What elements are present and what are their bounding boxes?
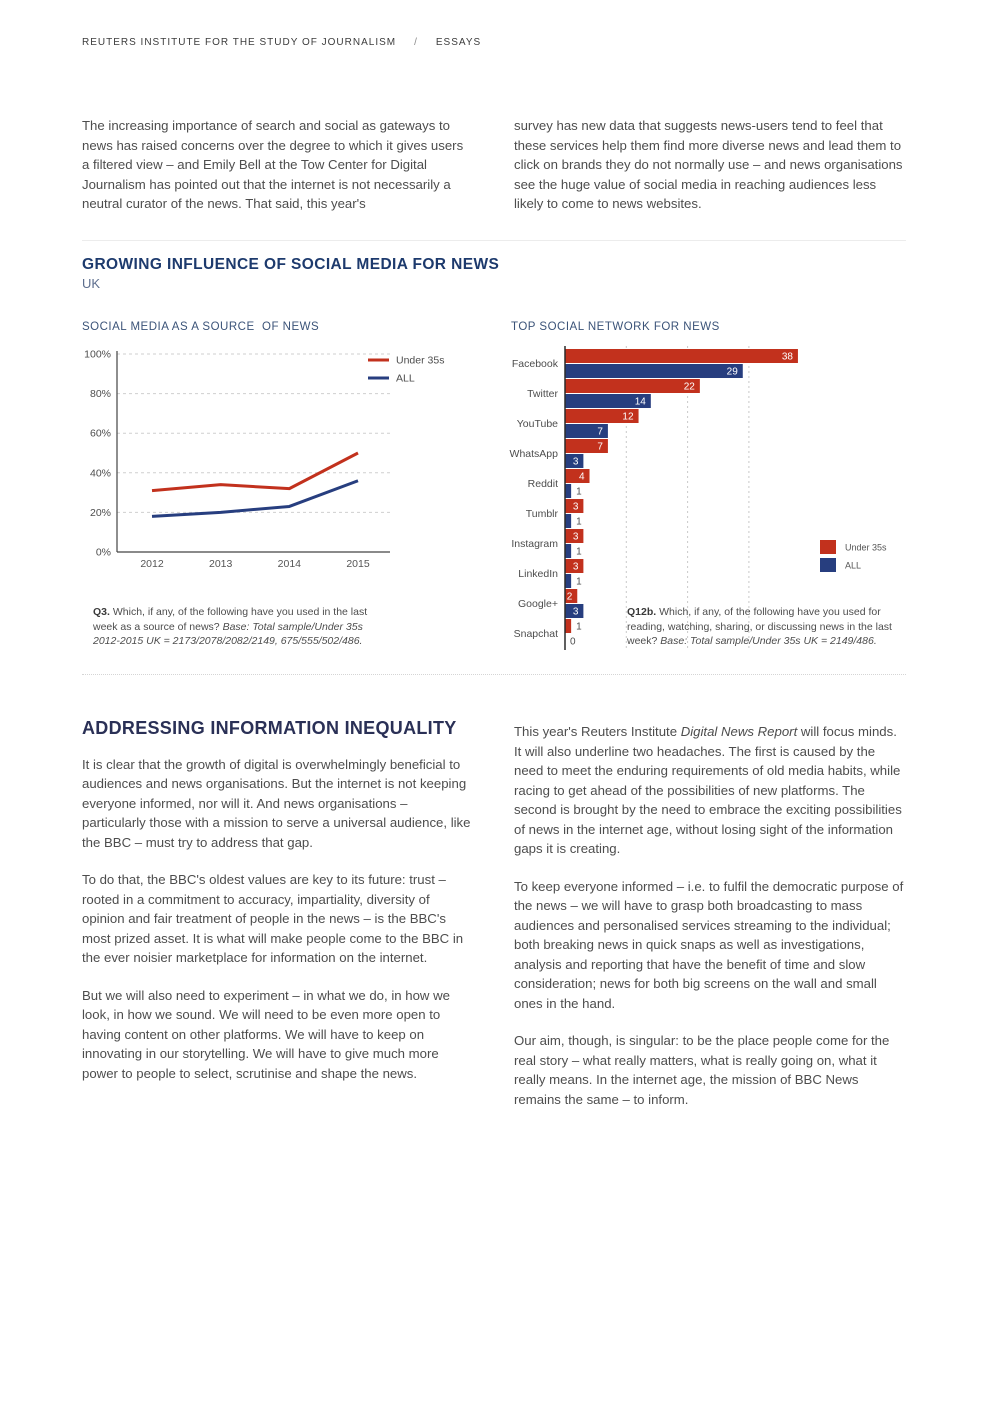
paragraph: This year's Reuters Institute Digital News Report will focus minds. It will also underline two headaches. The first is caused by the need to meet the enduring requirements of old media habits, while racing to get ahead of the possibilities of new platforms. The second is brought by the need to embrace the exciting possibilities of news in the internet age, without losing sight of the information gaps it is creating. [514, 724, 902, 856]
paragraph: It is clear that the growth of digital is overwhelmingly beneficial to audiences and news organisations. But the internet is not keeping everyone informed, nor will it. And news organisations – particularly those with a mission to serve a universal audience, like the BBC – must try to address that gap. [82, 756, 471, 850]
caption-q3-label: Q3. [93, 606, 110, 618]
svg-text:Tumblr: Tumblr [525, 508, 558, 520]
caption-q3-base: Base: Total sample/Under 35s 2012-2015 UK = 2173/2078/2082/2149, 675/555/502/486. [93, 620, 363, 647]
section-title-growing-influence: GROWING INFLUENCE OF SOCIAL MEDIA FOR NEWS [82, 256, 500, 273]
section-subtitle-uk: UK [82, 276, 101, 291]
section-divider [82, 240, 906, 241]
intro-column-left [82, 116, 474, 214]
svg-text:7: 7 [597, 426, 603, 438]
svg-text:7: 7 [597, 441, 603, 453]
caption-q12b-text: Which, if any, of the following have you used for reading, watching, sharing, or discussing news in the last week? [627, 606, 892, 647]
svg-text:WhatsApp: WhatsApp [509, 448, 558, 460]
svg-text:80%: 80% [89, 388, 111, 401]
line-chart [82, 345, 482, 577]
paragraph: To keep everyone informed – i.e. to fulfil the democratic purpose of the news – we will have to grasp both broadcasting to mass audiences and personalised services streaming to the individual; both breaking news in quick snaps as well as investigations, analysis and reporting that have the benefit of time and slow consideration; news for both big screens on the wall and small ones in the hand. [514, 878, 904, 1011]
breadcrumb-separator: / [414, 37, 418, 48]
svg-text:2015: 2015 [346, 558, 370, 570]
svg-text:1: 1 [576, 486, 582, 498]
svg-text:ALL: ALL [396, 372, 415, 385]
caption-q12b-label: Q12b. [627, 606, 657, 618]
caption-q3 [93, 605, 385, 649]
svg-text:2: 2 [566, 591, 573, 603]
svg-text:YouTube: YouTube [516, 418, 558, 430]
dotted-divider [82, 674, 906, 675]
svg-text:1: 1 [576, 621, 582, 633]
svg-text:3: 3 [572, 606, 579, 618]
paragraph: The increasing importance of search and social as gateways to news has raised concerns over the degree to which it gives users a filtered view – and Emily Bell at the Tow Center for Digital Journalism has pointed out that the internet is not necessarily a neutral curator of the news. That said, this year's [82, 118, 464, 211]
svg-text:Google+: Google+ [518, 598, 558, 610]
line-chart-title: SOCIAL MEDIA AS A SOURCE OF NEWS [82, 321, 320, 333]
essay-column-left [82, 718, 474, 1083]
svg-text:Reddit: Reddit [527, 478, 558, 490]
svg-text:29: 29 [726, 366, 738, 378]
svg-text:100%: 100% [84, 348, 111, 361]
svg-text:Facebook: Facebook [511, 358, 558, 370]
caption-q3-text: Which, if any, of the following have you used in the last week as a source of news? [93, 606, 368, 633]
svg-text:3: 3 [572, 501, 579, 513]
svg-text:2013: 2013 [208, 558, 233, 570]
svg-text:3: 3 [572, 456, 579, 468]
svg-text:Snapchat: Snapchat [513, 628, 558, 640]
caption-q12b [627, 605, 903, 649]
svg-text:40%: 40% [89, 467, 111, 480]
svg-text:1: 1 [576, 516, 582, 528]
svg-text:3: 3 [572, 531, 579, 543]
svg-text:2012: 2012 [140, 558, 164, 570]
section-title-addressing-inequality: ADDRESSING INFORMATION INEQUALITY [82, 718, 457, 738]
paragraph: To do that, the BBC's oldest values are key to its future: trust – rooted in a commitment to accuracy, impartiality, diversity of opinion and fair treatment of people in the news – is the BBC's most prized asset. It is what will make people come to the BBC in the ever noisier marketplace for information on the internet. [82, 872, 464, 965]
svg-text:12: 12 [622, 411, 634, 423]
paragraph: But we will also need to experiment – in what we do, in how we look, in how we sound. We will need to be even more open to having content on other platforms. We will have to keep on innovating in our storytelling. We will have to give much more power to people to select, scrutinise and shape the news. [82, 987, 450, 1081]
svg-text:0: 0 [570, 636, 576, 648]
svg-text:38: 38 [781, 351, 793, 363]
svg-text:2014: 2014 [277, 558, 302, 570]
breadcrumb-institute-link[interactable]: REUTERS INSTITUTE FOR THE STUDY OF JOURNALISM [82, 37, 397, 48]
breadcrumb [82, 37, 481, 48]
svg-text:4: 4 [578, 471, 585, 483]
paragraph: survey has new data that suggests news-users tend to feel that these services help them find more diverse news and lead them to click on brands they do not normally use – and news organisations see the huge value of social media in reaching audiences less likely to come to news websites. [514, 118, 903, 211]
essay-column-right [514, 722, 906, 1109]
svg-text:1: 1 [576, 576, 582, 588]
svg-text:Twitter: Twitter [527, 388, 558, 400]
svg-text:0%: 0% [95, 546, 111, 559]
breadcrumb-essays-link[interactable]: ESSAYS [435, 37, 482, 48]
svg-text:22: 22 [683, 381, 695, 393]
svg-text:LinkedIn: LinkedIn [518, 568, 558, 580]
svg-text:Under 35s: Under 35s [396, 354, 445, 367]
svg-text:1: 1 [576, 546, 582, 558]
paragraph: Our aim, though, is singular: to be the place people come for the real story – what really matters, what is really going on, what it really means. In the internet age, the mission of BBC News remains the same – to inform. [514, 1033, 890, 1107]
svg-text:ALL: ALL [845, 560, 862, 571]
svg-text:14: 14 [634, 396, 646, 408]
svg-text:3: 3 [572, 561, 579, 573]
svg-text:Under 35s: Under 35s [845, 542, 887, 553]
caption-q12b-base: Base: Total sample/Under 35s UK = 2149/486. [660, 635, 877, 647]
intro-column-right [514, 116, 906, 214]
bar-chart-title: TOP SOCIAL NETWORK FOR NEWS [511, 321, 720, 333]
svg-text:20%: 20% [89, 506, 111, 519]
svg-text:60%: 60% [89, 427, 111, 440]
svg-text:Instagram: Instagram [511, 538, 558, 550]
